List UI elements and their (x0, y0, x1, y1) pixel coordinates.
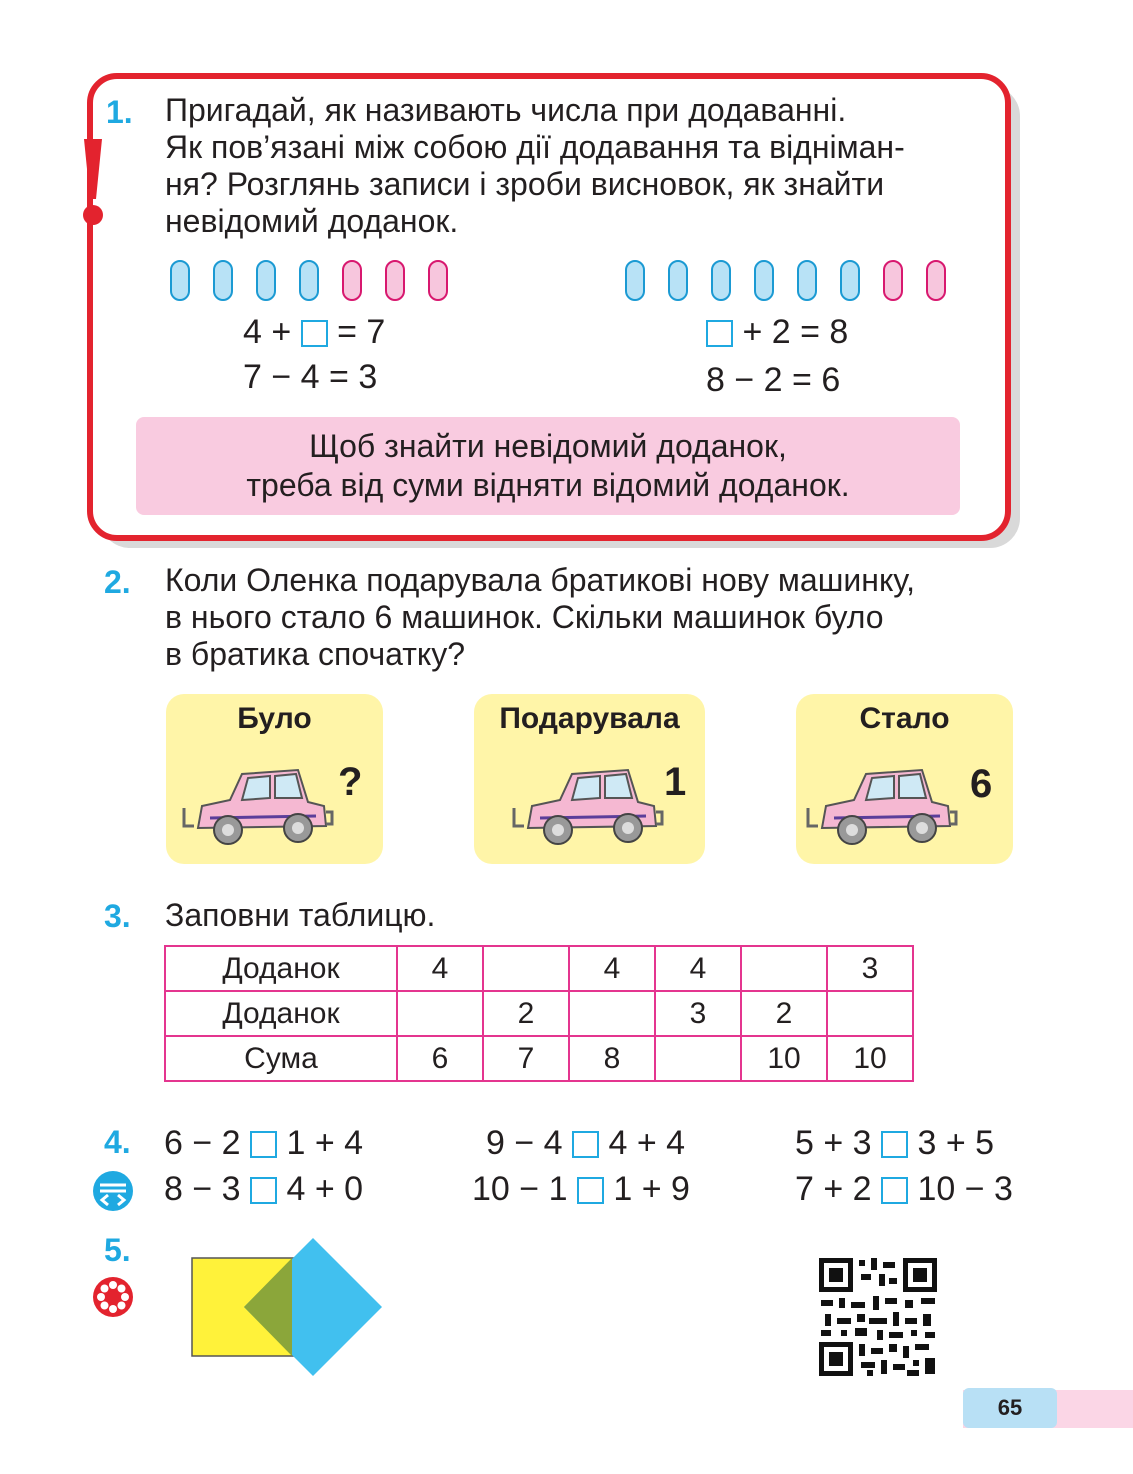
counter-blue (299, 260, 319, 301)
blank-square[interactable] (572, 1131, 599, 1158)
comparison-item (486, 1124, 685, 1163)
table-row (165, 1036, 913, 1081)
expr-right: 10 − 3 (917, 1170, 1013, 1208)
task2-line: в нього стало 6 машинок. Скільки машинок було (165, 599, 884, 635)
flower-icon (92, 1276, 134, 1318)
right-equation-1 (706, 312, 848, 352)
counter-blue (625, 260, 645, 301)
comparison-item (795, 1124, 994, 1163)
table-cell[interactable] (741, 991, 827, 1036)
car-icon (180, 762, 336, 846)
expr-left: 8 − 3 (164, 1170, 241, 1208)
cell-value: 6 (431, 1041, 449, 1075)
comparison-item (472, 1170, 690, 1209)
blank-square[interactable] (881, 1177, 908, 1204)
task2-text (165, 562, 1020, 673)
counter-pink (926, 260, 946, 301)
blank-square[interactable] (577, 1177, 604, 1204)
comparison-item (164, 1170, 363, 1209)
table-cell[interactable] (741, 1036, 827, 1081)
car-icon (510, 762, 666, 846)
cell-value: 4 (689, 951, 707, 985)
task1-line: ня? Розглянь записи і зроби висновок, як знайти (165, 166, 885, 202)
equation-part: = 7 (337, 313, 386, 351)
qr-code-icon (817, 1256, 939, 1378)
row-label: Сума (165, 1036, 397, 1081)
counter-pink (385, 260, 405, 301)
left-equation-1 (243, 312, 385, 352)
table-cell[interactable] (397, 946, 483, 991)
counter-blue (213, 260, 233, 301)
blank-square (706, 320, 733, 347)
page-number: 65 (963, 1388, 1057, 1428)
counter-blue (754, 260, 774, 301)
shapes-figure (190, 1236, 386, 1380)
cell-value: 10 (767, 1041, 801, 1075)
table-cell[interactable] (483, 991, 569, 1036)
cell-value: 8 (603, 1041, 621, 1075)
expr-left: 5 + 3 (795, 1124, 872, 1162)
exclamation-icon (80, 135, 106, 227)
row-label: Доданок (165, 946, 397, 991)
counter-pink (883, 260, 903, 301)
table-cell[interactable] (569, 946, 655, 991)
expr-right: 4 + 0 (286, 1170, 364, 1208)
table-cell[interactable] (655, 991, 741, 1036)
cell-value: 2 (775, 996, 793, 1030)
left-counters (170, 260, 471, 306)
cell-value: 10 (853, 1041, 887, 1075)
table-cell[interactable] (655, 1036, 741, 1081)
card-title: Було (237, 702, 312, 735)
expr-right: 4 + 4 (608, 1124, 686, 1162)
expr-right: 1 + 4 (286, 1124, 364, 1162)
rule-line: треба від суми відняти відомий доданок. (246, 467, 850, 503)
right-equation-2: 8 − 2 = 6 (706, 361, 841, 399)
comparison-item (795, 1170, 1013, 1209)
card-became (796, 694, 1013, 864)
table-cell[interactable] (741, 946, 827, 991)
row-label: Доданок (165, 991, 397, 1036)
table-cell[interactable] (827, 1036, 913, 1081)
card-value: ? (338, 760, 363, 804)
table-row (165, 946, 913, 991)
counter-blue (711, 260, 731, 301)
counter-blue (668, 260, 688, 301)
table-row (165, 991, 913, 1036)
table-cell[interactable] (569, 1036, 655, 1081)
table-cell[interactable] (569, 991, 655, 1036)
left-equation-2: 7 − 4 = 3 (243, 358, 378, 396)
right-counters (625, 260, 969, 306)
table-cell[interactable] (827, 946, 913, 991)
task2-line: Коли Оленка подарувала братикові нову машинку, (165, 562, 915, 598)
task2-line: в братика спочатку? (165, 636, 466, 672)
blank-square[interactable] (250, 1177, 277, 1204)
car-icon (804, 762, 960, 846)
card-value: 6 (970, 762, 993, 806)
card-title: Подарувала (499, 702, 680, 735)
expr-left: 7 + 2 (795, 1170, 872, 1208)
fill-table (164, 945, 914, 1082)
expr-left: 9 − 4 (486, 1124, 563, 1162)
card-value: 1 (664, 760, 687, 804)
card-title: Стало (859, 702, 950, 735)
blank-square[interactable] (881, 1131, 908, 1158)
equation-part: + 2 = 8 (742, 313, 849, 351)
compare-icon (92, 1170, 134, 1212)
task4-number: 4. (104, 1124, 131, 1160)
counter-blue (797, 260, 817, 301)
blank-square (301, 320, 328, 347)
expr-left: 6 − 2 (164, 1124, 241, 1162)
equation-part: 4 + (243, 313, 292, 351)
cell-value: 7 (517, 1041, 535, 1075)
counter-blue (170, 260, 190, 301)
table-cell[interactable] (397, 991, 483, 1036)
rule-line: Щоб знайти невідомий доданок, (309, 428, 787, 464)
counter-pink (342, 260, 362, 301)
table-cell[interactable] (827, 991, 913, 1036)
task1-text (165, 92, 985, 240)
task1-number: 1. (106, 94, 133, 130)
table-cell[interactable] (483, 946, 569, 991)
cell-value: 2 (517, 996, 535, 1030)
card-gifted (474, 694, 705, 864)
rule-box (136, 417, 960, 515)
table-cell[interactable] (655, 946, 741, 991)
table-cell[interactable] (397, 1036, 483, 1081)
expr-right: 1 + 9 (613, 1170, 690, 1208)
expr-right: 3 + 5 (917, 1124, 995, 1162)
cell-value: 4 (431, 951, 449, 985)
expr-left: 10 − 1 (472, 1170, 568, 1208)
comparison-item (164, 1124, 363, 1163)
task1-line: невідомий доданок. (165, 203, 459, 239)
counter-pink (428, 260, 448, 301)
counter-blue (840, 260, 860, 301)
cell-value: 3 (861, 951, 879, 985)
task5-number: 5. (104, 1232, 131, 1268)
task2-number: 2. (104, 564, 131, 600)
cell-value: 3 (689, 996, 707, 1030)
cell-value: 4 (603, 951, 621, 985)
task3-text: Заповни таблицю. (165, 897, 436, 933)
task1-line: Як пов’язані між собою дії додавання та відніман- (165, 129, 905, 165)
table-cell[interactable] (483, 1036, 569, 1081)
card-was (166, 694, 383, 864)
task3-number: 3. (104, 898, 131, 934)
task1-line: Пригадай, як називають числа при додаванні. (165, 92, 847, 128)
counter-blue (256, 260, 276, 301)
blank-square[interactable] (250, 1131, 277, 1158)
